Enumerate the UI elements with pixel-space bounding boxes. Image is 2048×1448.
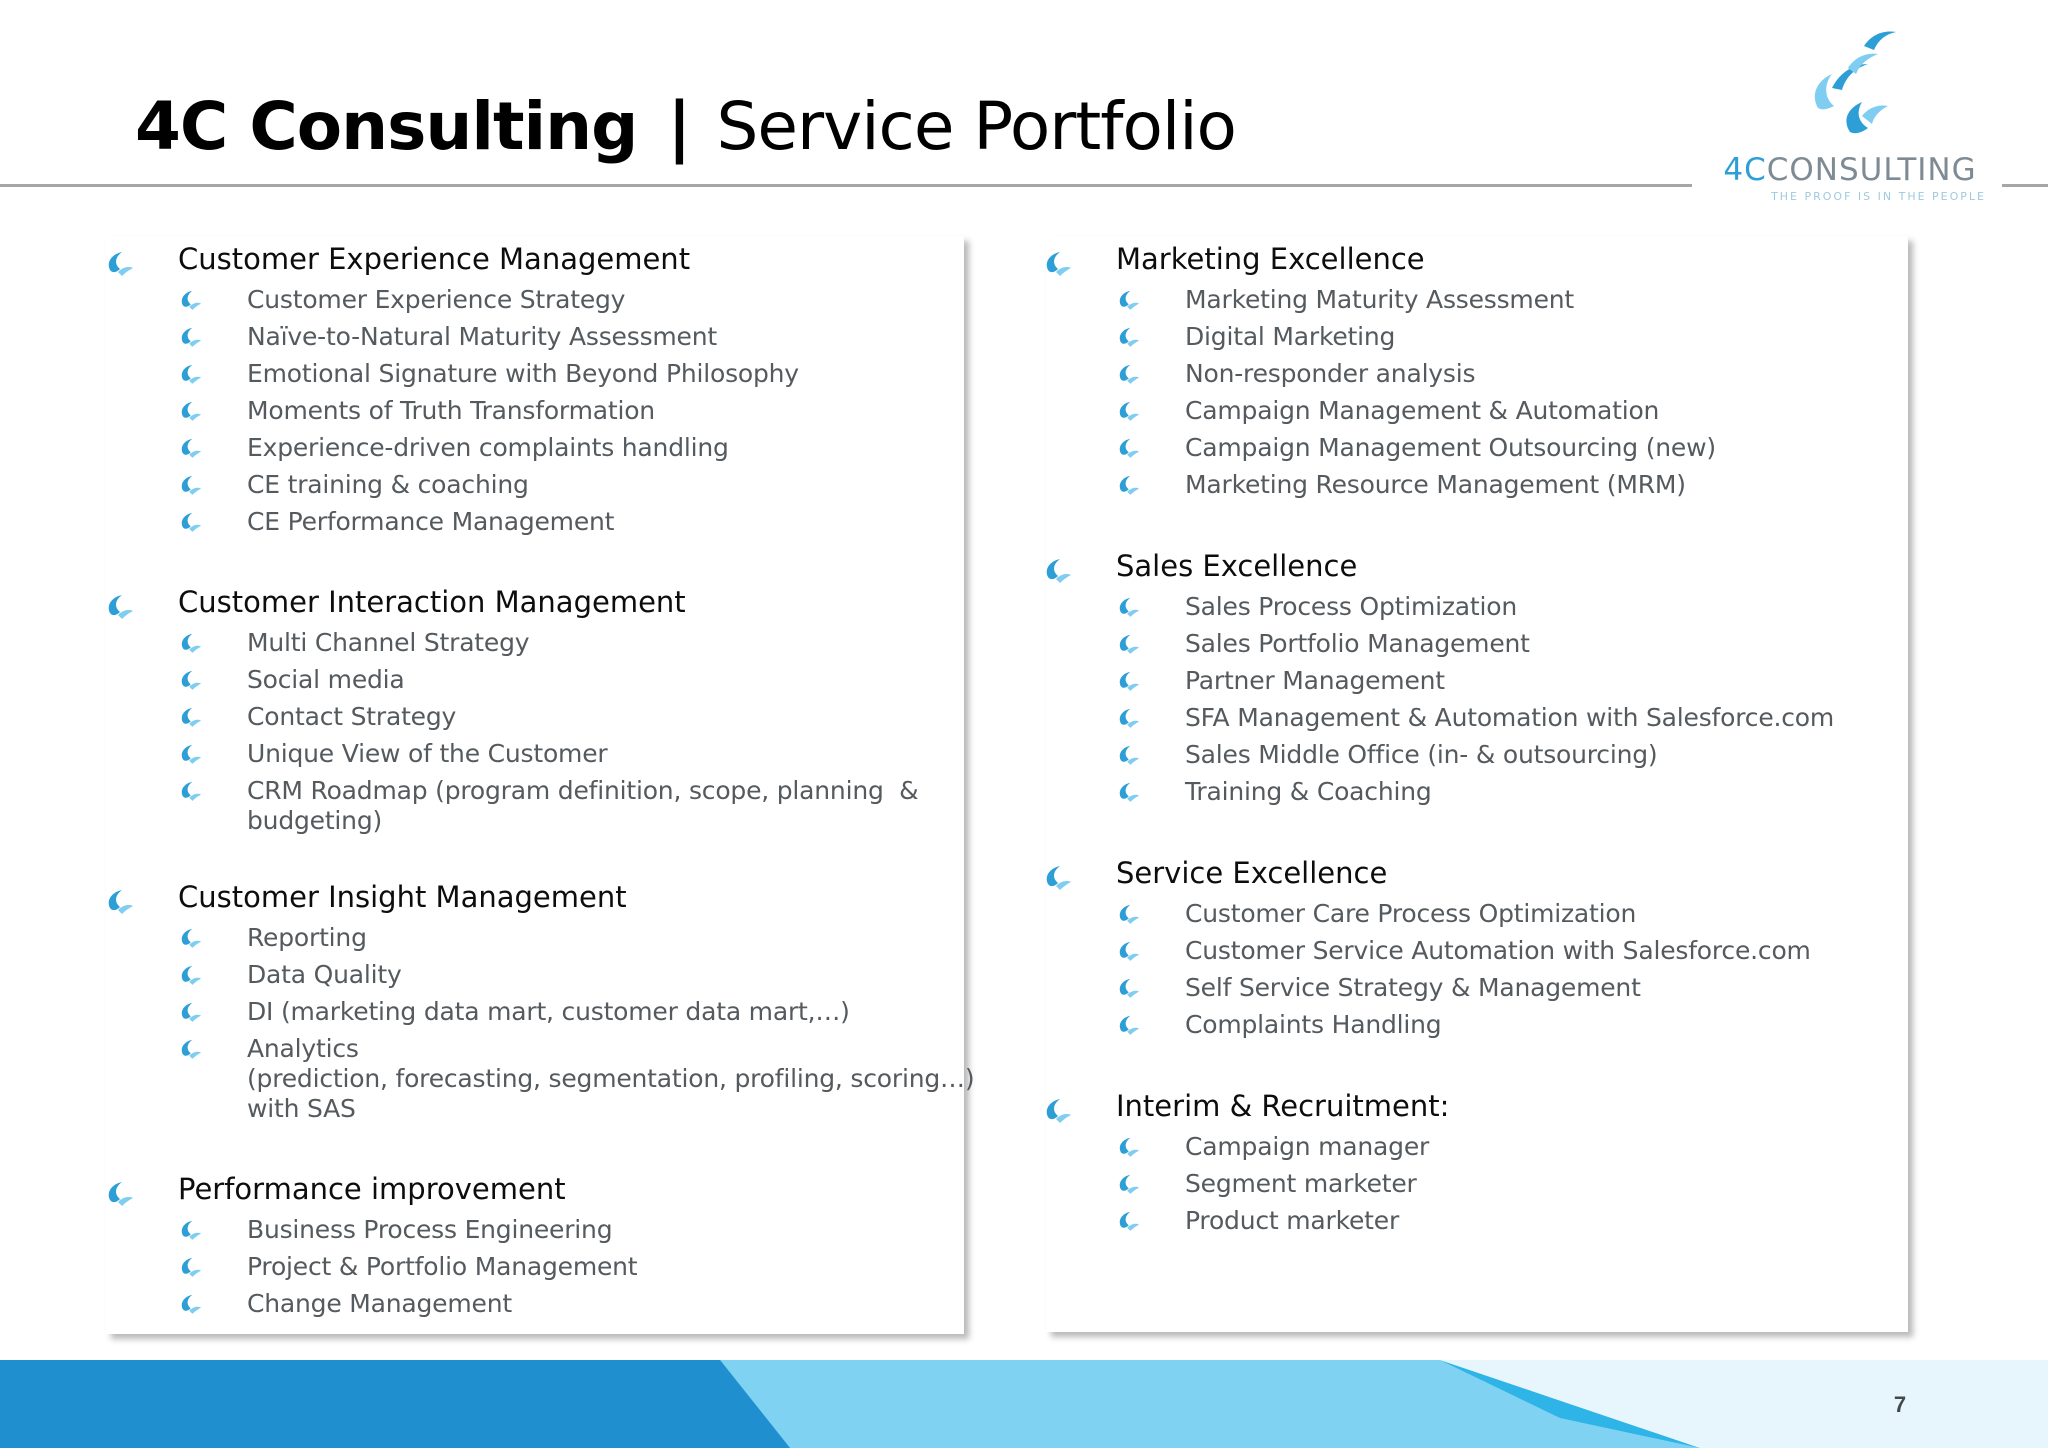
service-list <box>1042 282 1716 504</box>
category-heading <box>1042 549 1834 589</box>
swirl-bullet-icon <box>178 927 202 948</box>
service-list <box>104 1212 637 1323</box>
service-item-label: Customer Care Process Optimization <box>1185 899 1637 928</box>
title-subtitle: Service Portfolio <box>716 88 1236 165</box>
swirl-bullet-icon <box>104 888 134 914</box>
service-item <box>104 1249 637 1286</box>
service-category <box>1042 242 1716 504</box>
category-heading <box>1042 856 1811 896</box>
service-item <box>104 1286 637 1323</box>
logo-wordmark: 4CCONSULTING <box>1723 152 1977 188</box>
service-item-label: CE Performance Management <box>247 507 615 536</box>
swirl-bullet-icon <box>178 400 202 421</box>
service-item <box>104 1212 637 1249</box>
service-item <box>1042 282 1716 319</box>
service-item <box>104 319 799 356</box>
service-item-label: Customer Service Automation with Salesforce.com <box>1185 936 1811 965</box>
service-item <box>104 920 974 957</box>
category-heading <box>1042 1089 1450 1129</box>
category-title: Service Excellence <box>1116 856 1388 890</box>
service-item-label: Contact Strategy <box>247 702 457 731</box>
service-item <box>1042 319 1716 356</box>
category-title: Interim & Recruitment: <box>1116 1089 1450 1123</box>
service-item <box>1042 737 1834 774</box>
swirl-bullet-icon <box>178 1293 202 1314</box>
page-number: 7 <box>1893 1392 1907 1417</box>
service-item <box>104 662 918 699</box>
swirl-bullet-icon <box>1116 707 1140 728</box>
swirl-bullet-icon <box>1042 557 1072 583</box>
service-item-label: Marketing Resource Management (MRM) <box>1185 470 1686 499</box>
service-list <box>1042 896 1811 1044</box>
service-item <box>1042 626 1834 663</box>
swirl-bullet-icon <box>1116 596 1140 617</box>
service-item-label: Emotional Signature with Beyond Philosophy <box>247 359 799 388</box>
service-item-label: Reporting <box>247 923 367 952</box>
category-heading <box>1042 242 1716 282</box>
service-item-label: Campaign Management & Automation <box>1185 396 1660 425</box>
category-heading <box>104 242 799 282</box>
service-item-label: Campaign Management Outsourcing (new) <box>1185 433 1716 462</box>
service-item <box>104 773 918 836</box>
swirl-bullet-icon <box>1042 864 1072 890</box>
swirl-bullet-icon <box>104 593 134 619</box>
service-item-label: Experience-driven complaints handling <box>247 433 729 462</box>
service-item-label: Marketing Maturity Assessment <box>1185 285 1575 314</box>
service-item <box>1042 430 1716 467</box>
swirl-bullet-icon <box>1116 1014 1140 1035</box>
category-title: Customer Experience Management <box>178 242 691 276</box>
logo-tagline: THE PROOF IS IN THE PEOPLE <box>1771 190 1986 203</box>
service-item <box>104 356 799 393</box>
service-item-label: Business Process Engineering <box>247 1215 613 1244</box>
service-item-label: Segment marketer <box>1185 1169 1417 1198</box>
service-category <box>104 585 918 836</box>
service-list <box>104 625 918 836</box>
service-category <box>104 1172 637 1323</box>
swirl-bullet-icon <box>178 511 202 532</box>
service-item <box>104 393 799 430</box>
service-item <box>104 504 799 541</box>
service-list <box>1042 1129 1429 1240</box>
service-item <box>104 699 918 736</box>
service-item <box>1042 467 1716 504</box>
service-item-label: Customer Experience Strategy <box>247 285 626 314</box>
service-item <box>1042 933 1811 970</box>
service-item-label: Sales Portfolio Management <box>1185 629 1530 658</box>
service-item <box>104 736 918 773</box>
service-item-label: CE training & coaching <box>247 470 529 499</box>
swirl-bullet-icon <box>1116 326 1140 347</box>
swirl-bullet-icon <box>178 326 202 347</box>
header-divider <box>0 184 1692 187</box>
service-item-label: Project & Portfolio Management <box>247 1252 638 1281</box>
service-item-label: Change Management <box>247 1289 512 1318</box>
service-item <box>104 430 799 467</box>
service-category <box>1042 856 1811 1044</box>
service-item-label: Moments of Truth Transformation <box>247 396 655 425</box>
swirl-bullet-icon <box>1042 1097 1072 1123</box>
service-item-label: DI (marketing data mart, customer data mart,…) <box>247 997 850 1026</box>
service-category <box>104 242 799 541</box>
swirl-bullet-icon <box>178 743 202 764</box>
swirl-bullet-icon <box>1116 1173 1140 1194</box>
header-divider-right <box>2002 184 2048 187</box>
service-item-label: CRM Roadmap (program definition, scope, planning & budgeting) <box>247 776 919 835</box>
service-list <box>104 920 974 1124</box>
service-item-label: Analytics (prediction, forecasting, segmentation, profiling, scoring…) with SAS <box>247 1034 975 1123</box>
category-title: Performance improvement <box>178 1172 566 1206</box>
service-item <box>1042 774 1834 811</box>
title-separator: | <box>667 88 691 165</box>
swirl-bullet-icon <box>178 1001 202 1022</box>
service-category <box>1042 1089 1450 1240</box>
swirl-bullet-icon <box>178 289 202 310</box>
service-item <box>1042 970 1811 1007</box>
service-item <box>104 1031 974 1124</box>
service-item <box>104 957 974 994</box>
swirl-bullet-icon <box>178 437 202 458</box>
swirl-bullet-icon <box>178 474 202 495</box>
service-item <box>1042 356 1716 393</box>
company-logo <box>1700 28 2000 204</box>
service-item-label: Product marketer <box>1185 1206 1400 1235</box>
service-item-label: Campaign manager <box>1185 1132 1430 1161</box>
service-category <box>1042 549 1834 811</box>
service-item <box>104 282 799 319</box>
service-item-label: Social media <box>247 665 405 694</box>
service-item <box>1042 1129 1429 1166</box>
category-heading <box>104 880 974 920</box>
service-list <box>104 282 799 541</box>
service-item <box>1042 1166 1429 1203</box>
swirl-bullet-icon <box>1116 1136 1140 1157</box>
swirl-bullet-icon <box>1116 903 1140 924</box>
category-title: Marketing Excellence <box>1116 242 1425 276</box>
swirl-bullet-icon <box>1116 977 1140 998</box>
swirl-bullet-icon <box>104 250 134 276</box>
swirl-bullet-icon <box>178 632 202 653</box>
swirl-bullet-icon <box>1116 1210 1140 1231</box>
category-heading <box>104 585 918 625</box>
swirl-bullet-icon <box>1116 670 1140 691</box>
service-item <box>1042 1203 1429 1240</box>
swirl-bullet-icon <box>178 363 202 384</box>
service-item-label: Sales Process Optimization <box>1185 592 1517 621</box>
swirl-icon <box>1788 28 1898 148</box>
swirl-bullet-icon <box>178 780 202 801</box>
service-item-label: Naïve-to-Natural Maturity Assessment <box>247 322 717 351</box>
service-item <box>1042 1007 1811 1044</box>
category-title: Customer Insight Management <box>178 880 627 914</box>
service-item-label: Unique View of the Customer <box>247 739 608 768</box>
service-list <box>1042 589 1834 811</box>
service-item <box>104 994 974 1031</box>
title-brand: 4C Consulting <box>135 88 638 165</box>
swirl-bullet-icon <box>1116 289 1140 310</box>
swirl-bullet-icon <box>178 706 202 727</box>
service-item <box>104 625 918 662</box>
service-item-label: Data Quality <box>247 960 402 989</box>
service-item-label: Self Service Strategy & Management <box>1185 973 1641 1002</box>
service-item-label: Complaints Handling <box>1185 1010 1442 1039</box>
swirl-bullet-icon <box>1116 363 1140 384</box>
service-category <box>104 880 974 1124</box>
service-item-label: Digital Marketing <box>1185 322 1396 351</box>
footer-band <box>0 1360 2048 1448</box>
service-item-label: Multi Channel Strategy <box>247 628 530 657</box>
service-item-label: Partner Management <box>1185 666 1445 695</box>
swirl-bullet-icon <box>1116 781 1140 802</box>
swirl-bullet-icon <box>1116 400 1140 421</box>
service-item-label: Training & Coaching <box>1185 777 1432 806</box>
swirl-bullet-icon <box>1042 250 1072 276</box>
service-item <box>1042 663 1834 700</box>
swirl-bullet-icon <box>104 1180 134 1206</box>
service-item <box>104 467 799 504</box>
category-title: Sales Excellence <box>1116 549 1358 583</box>
service-item-label: SFA Management & Automation with Salesforce.com <box>1185 703 1835 732</box>
swirl-bullet-icon <box>178 1038 202 1059</box>
service-item <box>1042 896 1811 933</box>
swirl-bullet-icon <box>1116 940 1140 961</box>
swirl-bullet-icon <box>178 1219 202 1240</box>
swirl-bullet-icon <box>1116 437 1140 458</box>
swirl-bullet-icon <box>178 964 202 985</box>
page-title <box>135 88 1236 165</box>
service-item <box>1042 700 1834 737</box>
service-item <box>1042 393 1716 430</box>
swirl-bullet-icon <box>178 669 202 690</box>
service-item-label: Sales Middle Office (in- & outsourcing) <box>1185 740 1658 769</box>
category-heading <box>104 1172 637 1212</box>
swirl-bullet-icon <box>1116 633 1140 654</box>
swirl-bullet-icon <box>178 1256 202 1277</box>
category-title: Customer Interaction Management <box>178 585 686 619</box>
service-item <box>1042 589 1834 626</box>
swirl-bullet-icon <box>1116 744 1140 765</box>
service-item-label: Non-responder analysis <box>1185 359 1476 388</box>
swirl-bullet-icon <box>1116 474 1140 495</box>
